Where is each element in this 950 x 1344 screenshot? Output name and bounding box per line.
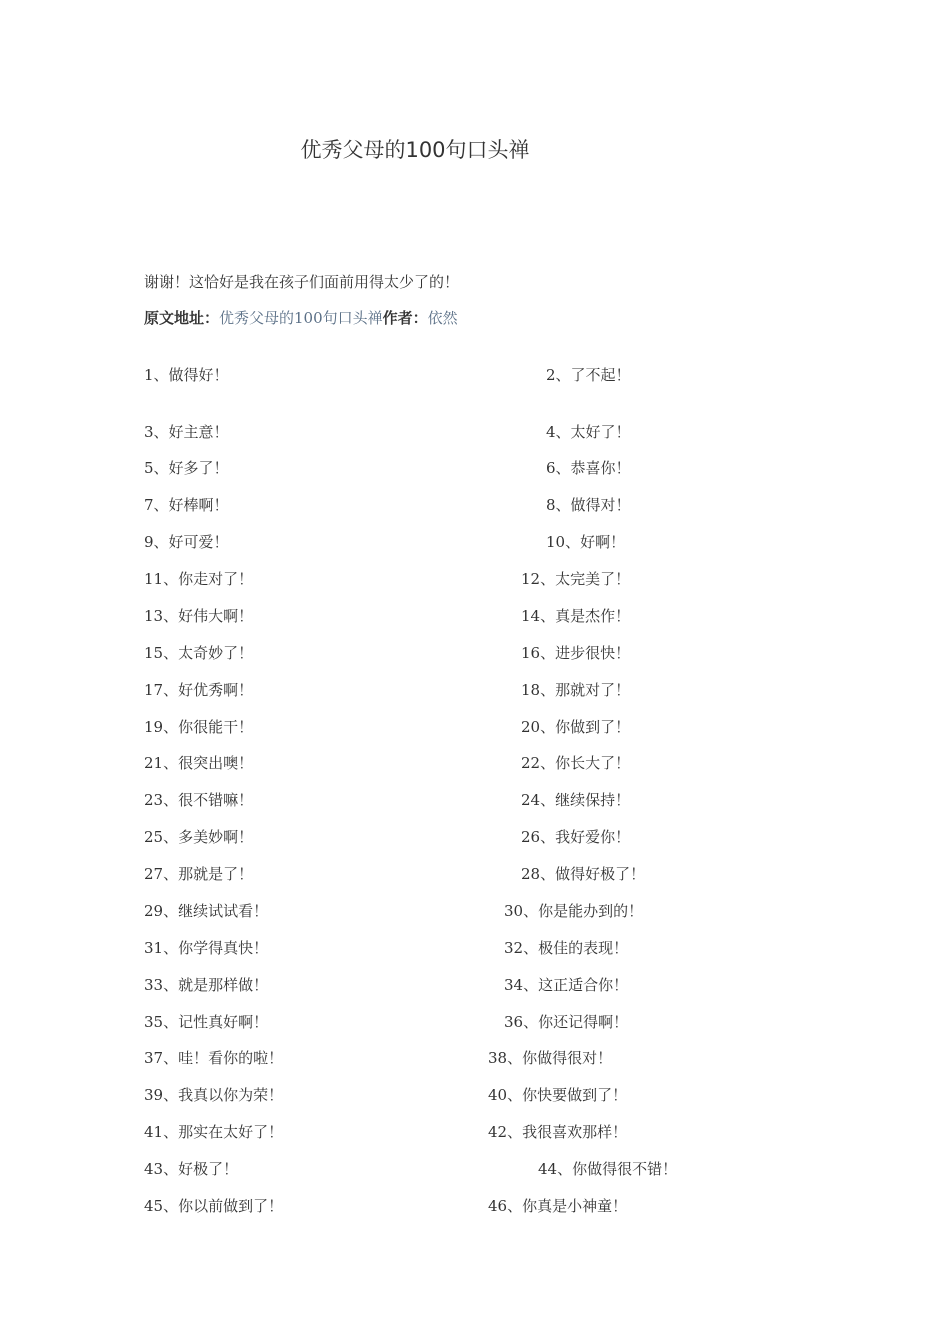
phrase-right: 12、太完美了！: [521, 570, 631, 588]
source-label: 原文地址：: [144, 309, 220, 327]
phrase-left: 27、那就是了！: [144, 865, 254, 883]
phrase-right: 22、你长大了！: [521, 754, 631, 772]
phrase-right: 4、太好了！: [546, 423, 631, 441]
phrase-right: 6、恭喜你！: [546, 459, 631, 477]
phrase-left: 41、那实在太好了！: [144, 1123, 284, 1141]
phrase-right: 14、真是杰作！: [521, 607, 631, 625]
phrase-left: 21、很突出噢！: [144, 754, 254, 772]
phrase-right: 26、我好爱你！: [521, 828, 631, 846]
phrase-left: 17、好优秀啊！: [144, 681, 254, 699]
page-title: 优秀父母的100句口头禅: [300, 138, 530, 162]
phrase-right: 32、极佳的表现！: [504, 939, 629, 957]
phrase-left: 37、哇！看你的啦！: [144, 1049, 284, 1067]
phrase-left: 25、多美妙啊！: [144, 828, 254, 846]
source-link[interactable]: 优秀父母的100句口头禅: [219, 309, 383, 327]
phrase-left: 7、好棒啊！: [144, 496, 229, 514]
phrase-right: 46、你真是小神童！: [488, 1197, 628, 1215]
phrase-left: 23、很不错嘛！: [144, 791, 254, 809]
phrase-right: 38、你做得很对！: [488, 1049, 613, 1067]
phrase-right: 2、了不起！: [546, 366, 631, 384]
phrase-right: 28、做得好极了！: [521, 865, 646, 883]
source-line: [144, 307, 458, 328]
phrase-right: 20、你做到了！: [521, 718, 631, 736]
phrase-right: 8、做得对！: [546, 496, 631, 514]
phrase-right: 40、你快要做到了！: [488, 1086, 628, 1104]
intro-text: 谢谢！这恰好是我在孩子们面前用得太少了的！: [144, 273, 460, 291]
phrase-left: 15、太奇妙了！: [144, 644, 254, 662]
phrase-right: 18、那就对了！: [521, 681, 631, 699]
phrase-left: 45、你以前做到了！: [144, 1197, 284, 1215]
phrase-left: 13、好伟大啊！: [144, 607, 254, 625]
author-link[interactable]: 依然: [427, 309, 458, 327]
phrase-left: 11、你走对了！: [144, 570, 254, 588]
author-label: 作者：: [382, 309, 428, 327]
phrase-left: 5、好多了！: [144, 459, 229, 477]
phrase-left: 35、记性真好啊！: [144, 1013, 269, 1031]
phrase-left: 3、好主意！: [144, 423, 229, 441]
phrase-left: 29、继续试试看！: [144, 902, 269, 920]
phrase-left: 1、做得好！: [144, 366, 229, 384]
phrase-right: 30、你是能办到的！: [504, 902, 644, 920]
phrase-left: 39、我真以你为荣！: [144, 1086, 284, 1104]
phrase-left: 31、你学得真快！: [144, 939, 269, 957]
phrase-right: 42、我很喜欢那样！: [488, 1123, 628, 1141]
phrase-right: 34、这正适合你！: [504, 976, 629, 994]
phrase-left: 43、好极了！: [144, 1160, 239, 1178]
phrase-right: 36、你还记得啊！: [504, 1013, 629, 1031]
phrase-left: 9、好可爱！: [144, 533, 229, 551]
phrase-right: 10、好啊！: [546, 533, 626, 551]
phrase-left: 19、你很能干！: [144, 718, 254, 736]
phrase-right: 16、进步很快！: [521, 644, 631, 662]
phrase-right: 24、继续保持！: [521, 791, 631, 809]
phrase-right: 44、你做得很不错！: [538, 1160, 678, 1178]
phrase-left: 33、就是那样做！: [144, 976, 269, 994]
